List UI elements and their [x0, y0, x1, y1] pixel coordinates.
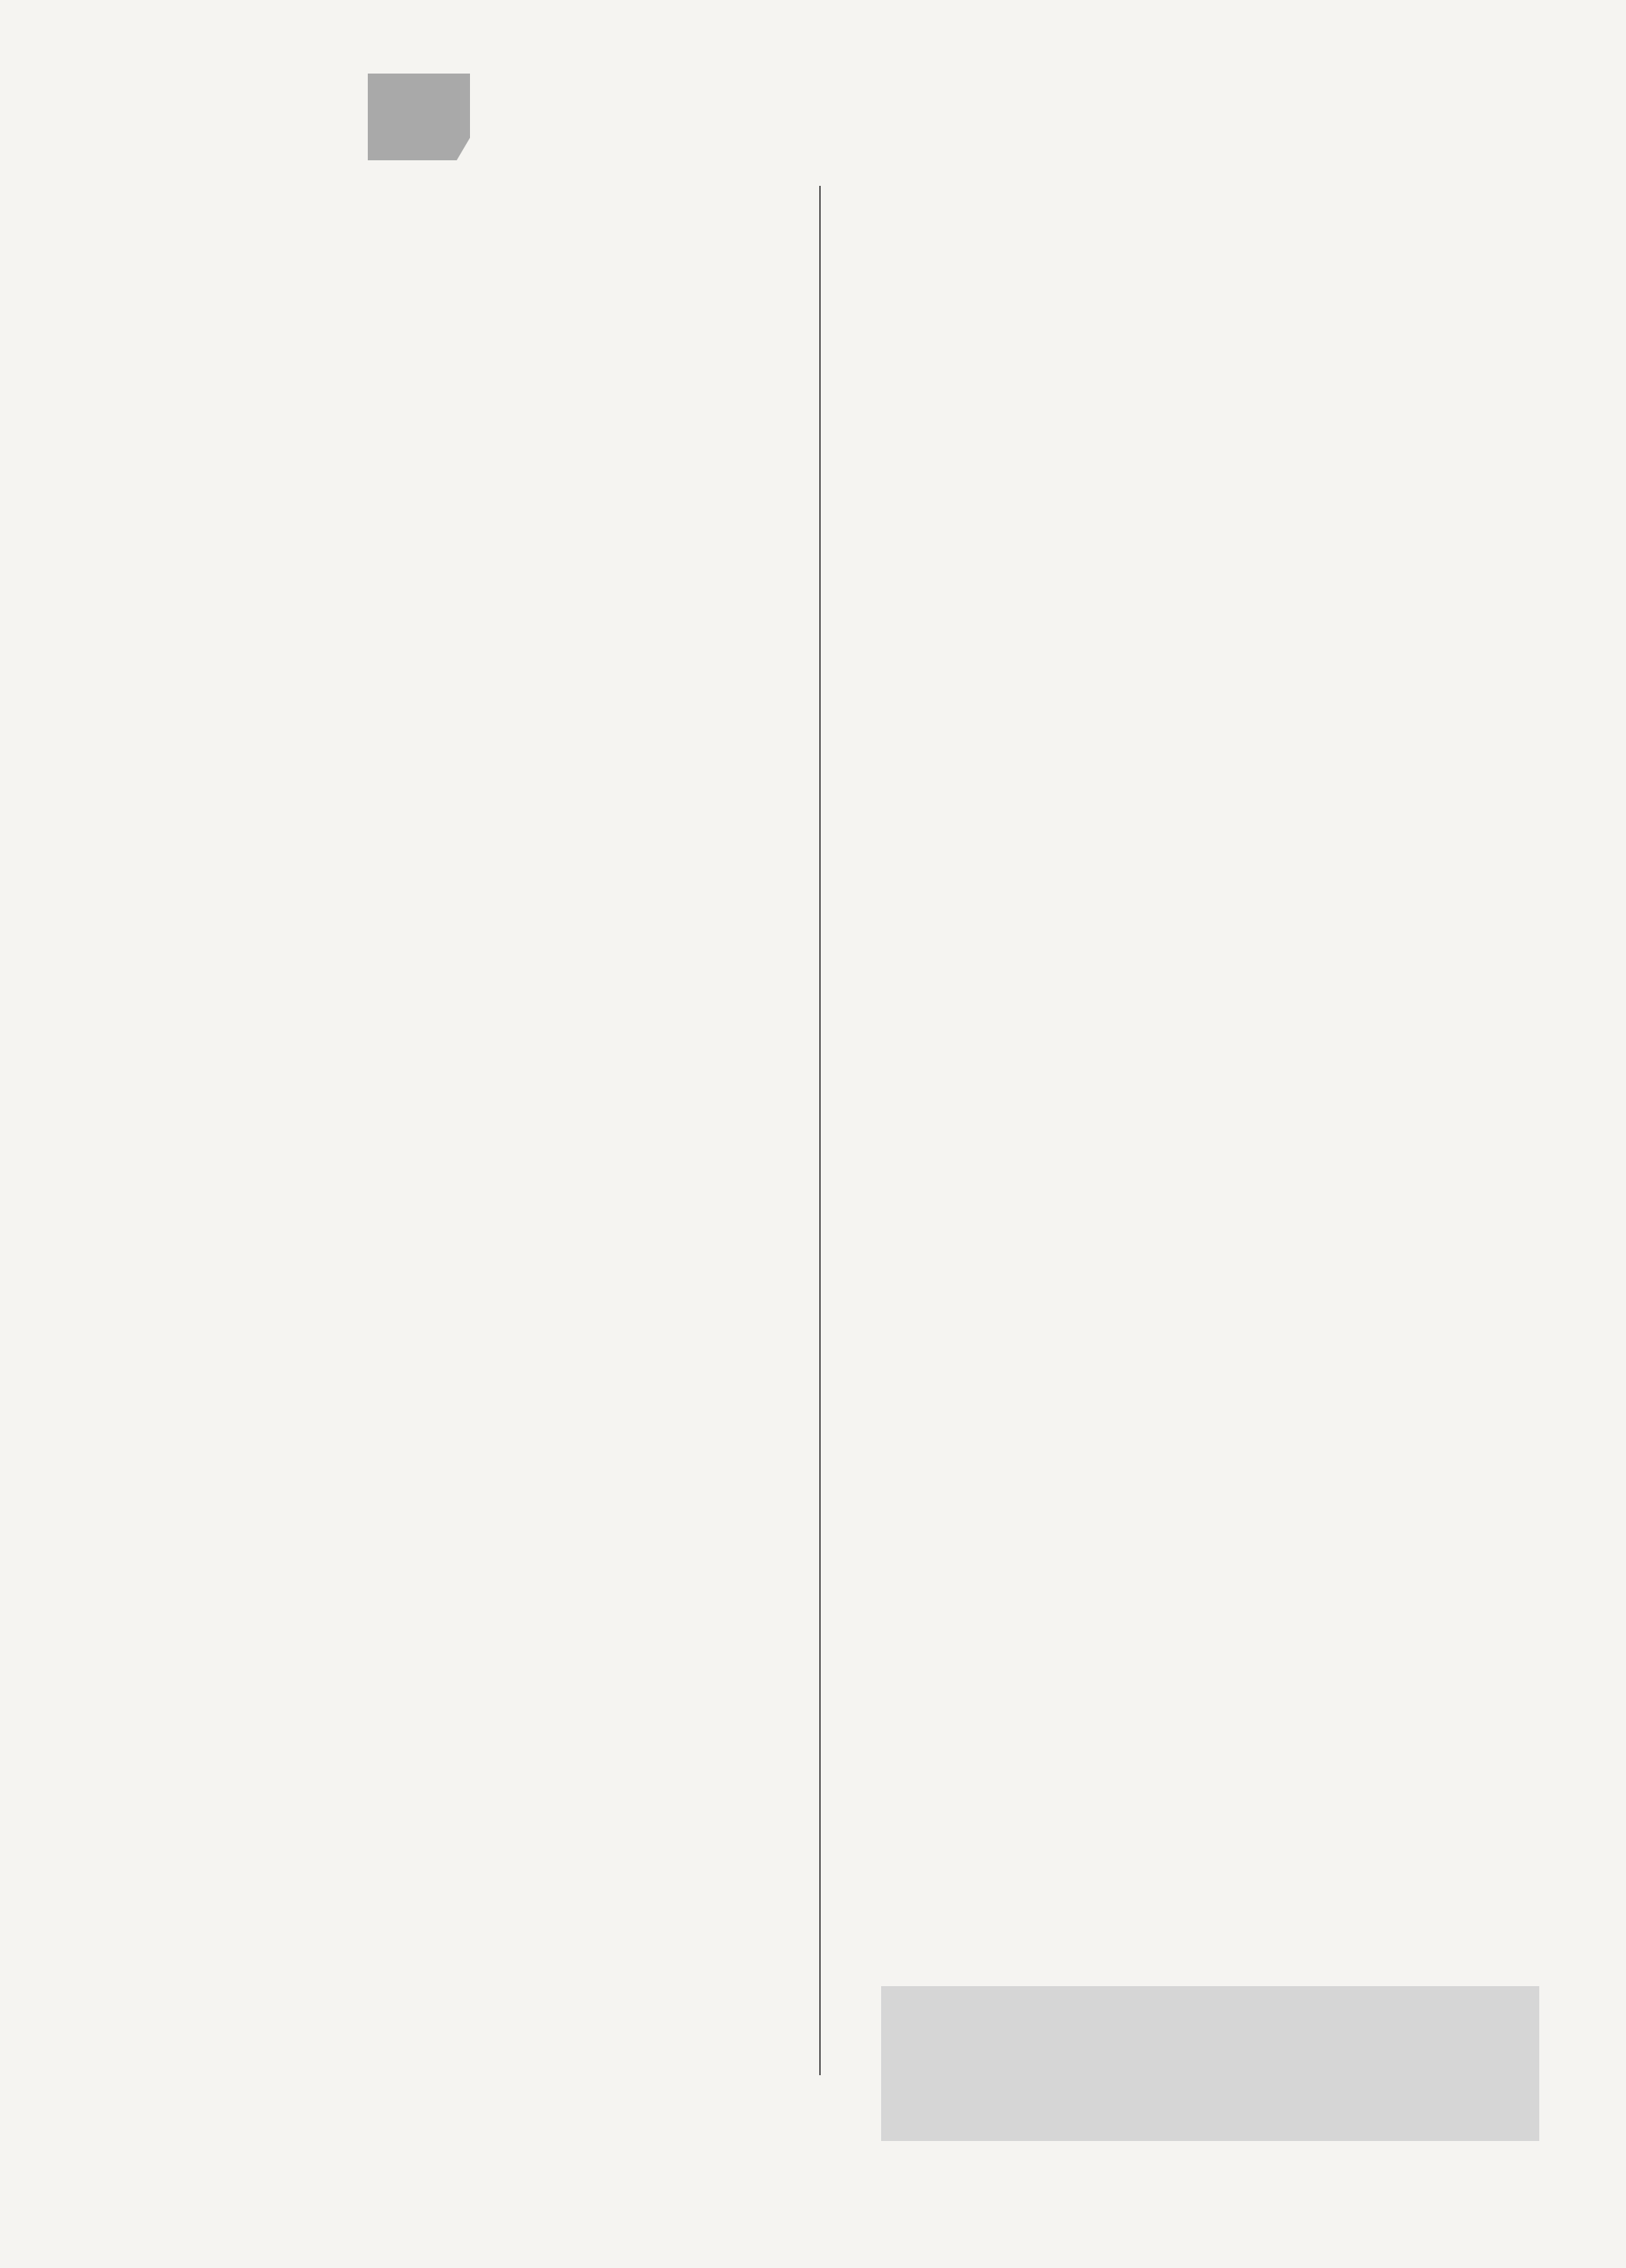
- section-number-badge: [368, 74, 470, 160]
- section-header: [368, 74, 1312, 160]
- vocab-box: [881, 1986, 1539, 2141]
- paper-title: [99, 186, 796, 237]
- column-divider: [819, 186, 821, 2075]
